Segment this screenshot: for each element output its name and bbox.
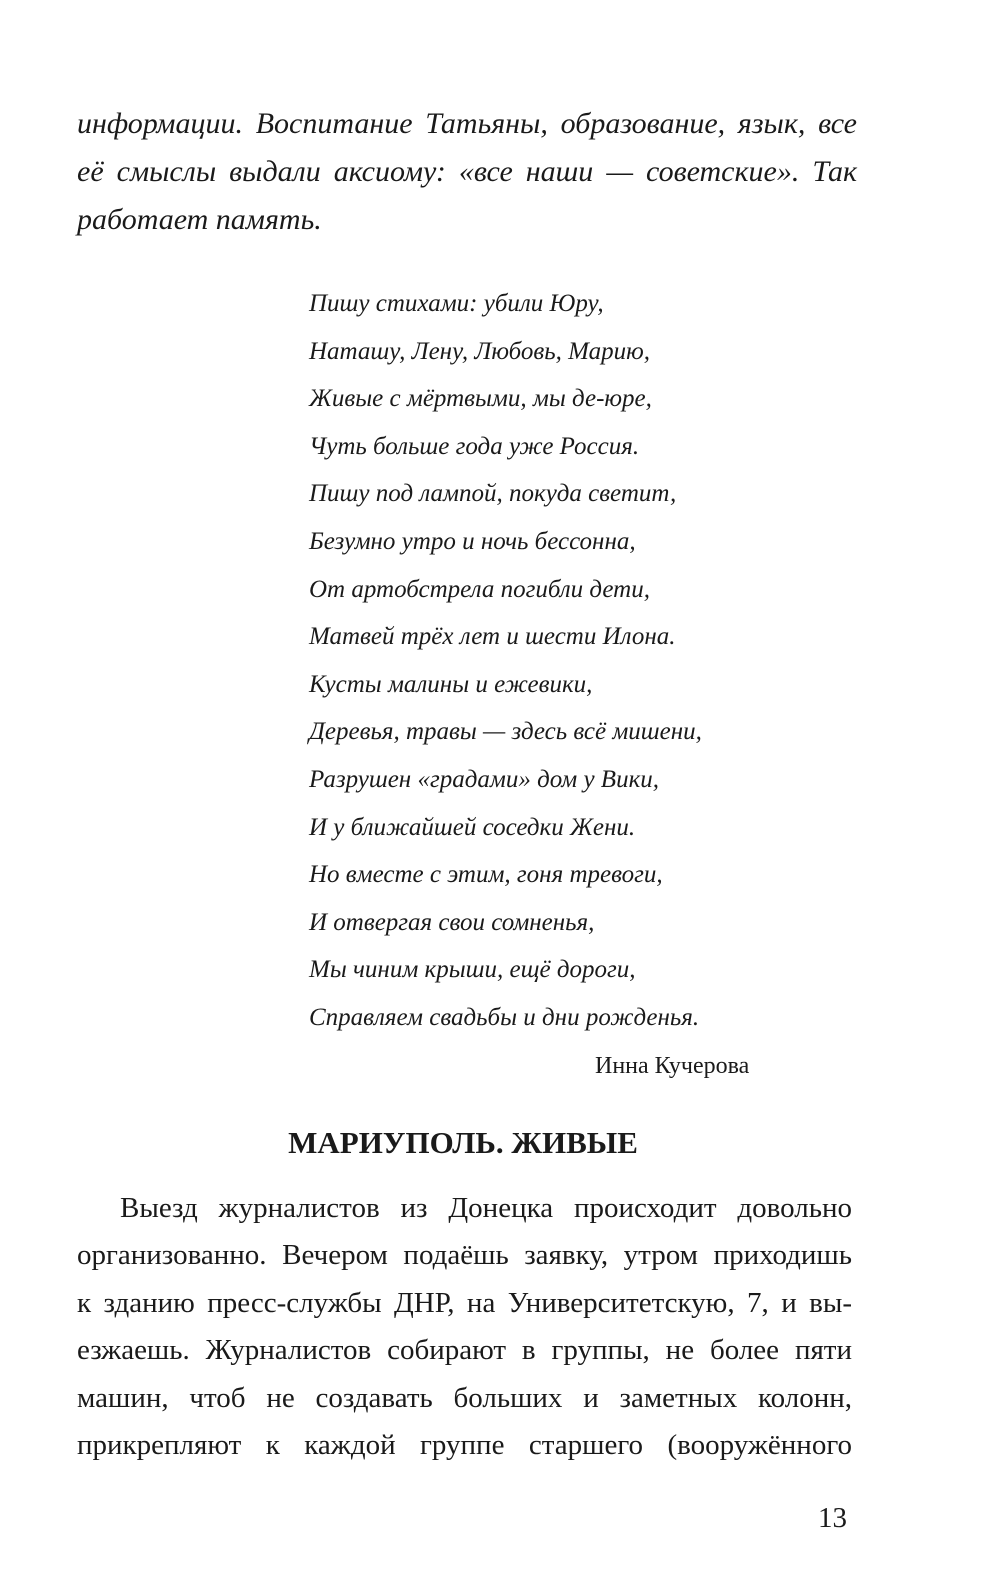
page-number: 13 bbox=[818, 1502, 847, 1534]
body-line: Выезд журналистов из Донецка происходит довольно bbox=[120, 1192, 852, 1224]
poem-line: Безумно утро и ночь бессонна, bbox=[309, 527, 636, 555]
poem-line: Чуть больше года уже Россия. bbox=[309, 432, 640, 460]
body-line: езжаешь. Журналистов собирают в группы, не более пяти bbox=[77, 1334, 852, 1367]
poem-line: Разрушен «градами» дом у Вики, bbox=[309, 765, 660, 793]
poem-author: Инна Кучерова bbox=[595, 1053, 750, 1079]
poem-line: Справляем свадьбы и дни рожденья. bbox=[309, 1003, 700, 1031]
poem-line: И у ближайшей соседки Жени. bbox=[309, 813, 636, 841]
poem-line: Наташу, Лену, Любовь, Марию, bbox=[309, 337, 650, 365]
body-line: прикрепляют к каждой группе старшего (вооружённого bbox=[77, 1429, 852, 1462]
poem-line: Деревья, травы — здесь всё мишени, bbox=[309, 718, 702, 746]
poem-line: Матвей трёх лет и шести Илона. bbox=[309, 623, 676, 651]
body-line: к зданию пресс-службы ДНР, на Университетскую, 7, и вы- bbox=[77, 1286, 852, 1319]
intro-line: информации. Воспитание Татьяны, образование, язык, все bbox=[77, 107, 857, 140]
poem-line: Кусты малины и ежевики, bbox=[309, 670, 593, 698]
intro-line: работает память. bbox=[77, 203, 322, 236]
poem-line: Но вместе с этим, гоня тревоги, bbox=[309, 861, 663, 889]
poem-line: Пишу под лампой, покуда светит, bbox=[309, 480, 677, 508]
poem-line: И отвергая свои сомненья, bbox=[309, 908, 595, 936]
section-heading: МАРИУПОЛЬ. ЖИВЫЕ bbox=[288, 1125, 638, 1160]
poem-line: Пишу стихами: убили Юру, bbox=[309, 290, 604, 317]
intro-line: её смыслы выдали аксиому: «все наши — советские». Так bbox=[77, 155, 857, 188]
poem-line: Живые с мёртвыми, мы де-юре, bbox=[309, 385, 652, 413]
poem-line: Мы чиним крыши, ещё дороги, bbox=[309, 956, 636, 984]
intro-paragraph bbox=[77, 100, 857, 244]
poem bbox=[309, 280, 829, 1042]
body-line: организованно. Вечером подаёшь заявку, утром приходишь bbox=[77, 1239, 852, 1272]
body-paragraph bbox=[77, 1185, 852, 1469]
poem-line: От артобстрела погибли дети, bbox=[309, 575, 650, 603]
body-line: машин, чтоб не создавать больших и заметных колонн, bbox=[77, 1381, 852, 1414]
